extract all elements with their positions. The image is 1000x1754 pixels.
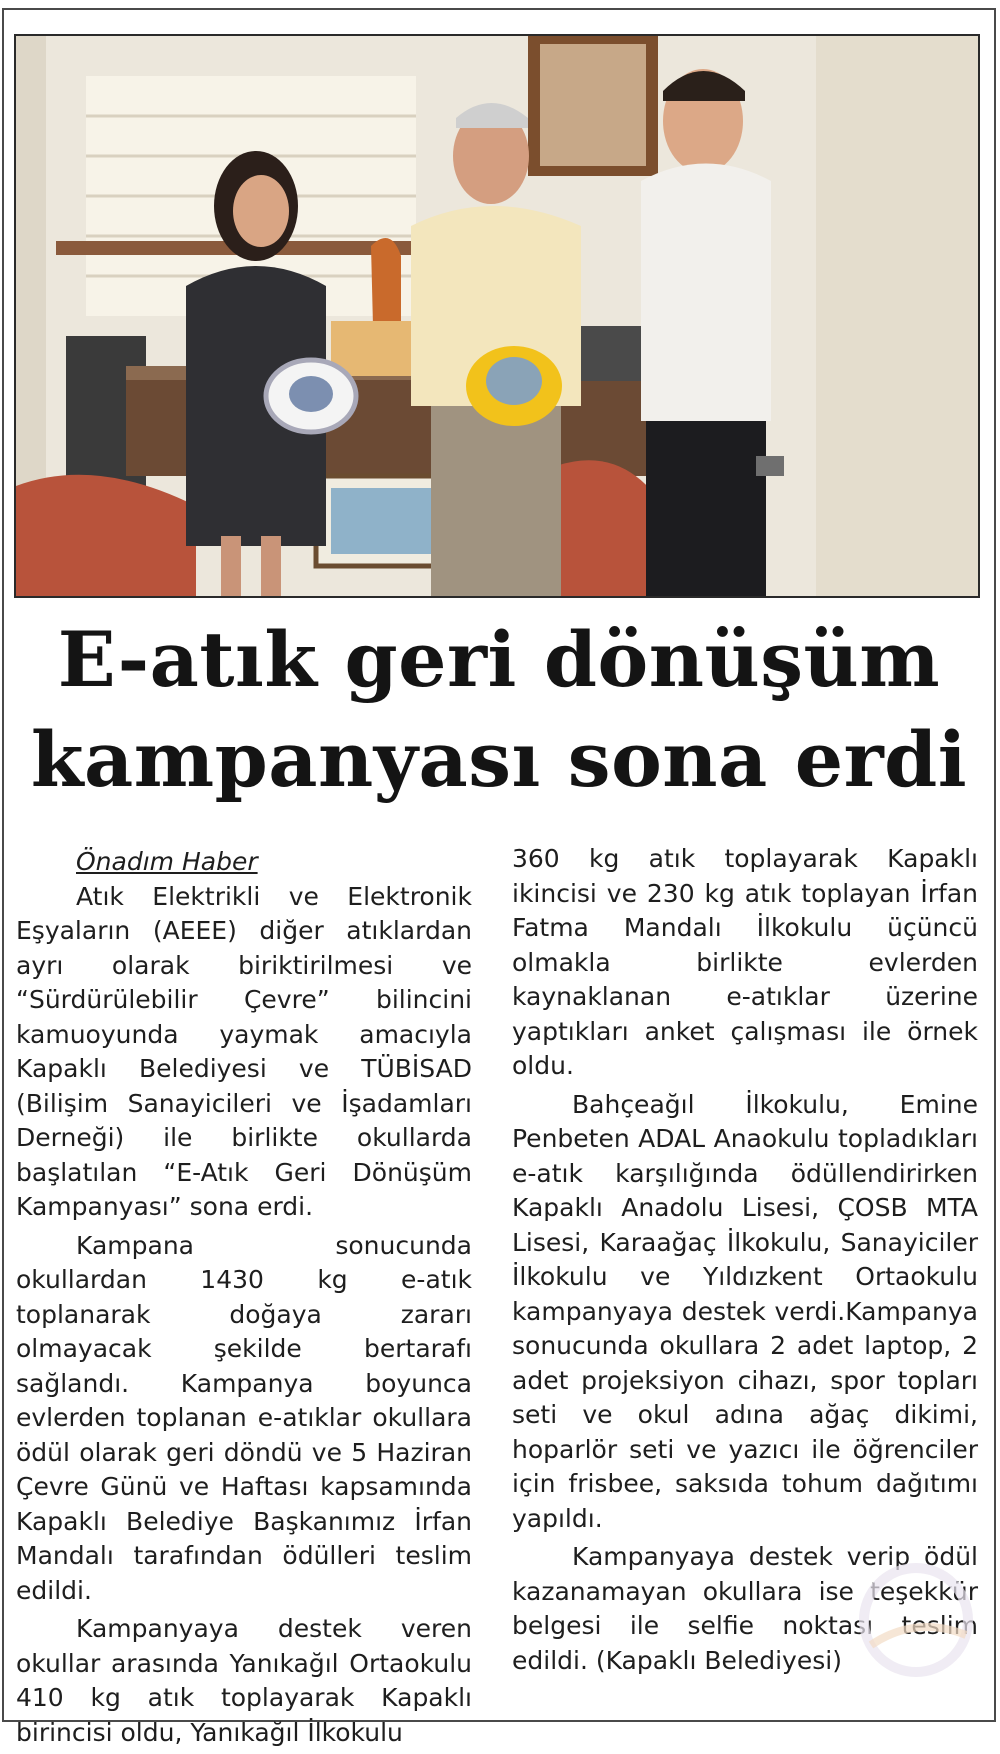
paragraph: 360 kg atık toplayarak Kapaklı ikincisi ve 230 kg atık toplayan İrfan Fatma Mandalı İlkokulu üçüncü olmakla birlikte evlerden kaynaklanan e-atıklar üzerine yaptıkları anket çalışması ile örnek oldu. [512,844,978,1080]
paragraph: Kampanyaya destek veren okullar arasında Yanıkağıl Ortaokulu 410 kg atık toplayarak Kapaklı birincisi oldu, Yanıkağıl İlkokulu [16,1614,472,1747]
photo-illustration [16,36,978,596]
article-headline [4,610,994,810]
paragraph: Kampanyaya destek verip ödül kazanamayan okullara ise teşekkür belgesi ile selfie noktası teslim edildi. (Kapaklı Belediyesi) [512,1542,978,1675]
newspaper-clipping [2,8,996,1747]
article-column-left [16,845,472,1754]
headline-line-2: kampanyası sona erdi [30,715,968,804]
headline-line-1: E-atık geri dönüşüm [57,615,941,704]
paragraph: Atık Elektrikli ve Elektronik Eşyaların (AEEE) diğer atıklardan ayrı olarak biriktirilmesi ve “Sürdürülebilir Çevre” bilincini kamuoyunda yaymak amacıyla Kapaklı Belediyesi ve TÜBİSAD (Bilişim Sanayicileri ve İşadamları Derneği) ile birlikte okullarda başlatılan “E-Atık Geri Dönüşüm Kampanyası” sona erdi. [16,881,472,1221]
paragraph: Bahçeağıl İlkokulu, Emine Penbeten ADAL Anaokulu topladıkları e-atık karşılığında ödüllendirirken Kapaklı Anadolu Lisesi, ÇOSB MTA Lisesi, Karaağaç İlkokulu, Sanayiciler İlkokulu ve Yıldızkent Ortaokulu kampanyaya destek verdi.Kampanya sonucunda okullara 2 adet laptop, 2 adet projeksiyon cihazı, spor topları seti ve okul adına ağaç dikimi, hoparlör seti ve yazıcı ile öğrenciler için frisbee, saksıda tohum dağıtımı yapıldı. [512,1089,978,1533]
byline: Önadım Haber [76,847,258,876]
article-photo [14,34,980,598]
watermark-logo-icon [846,1550,986,1690]
paragraph: Kampana sonucunda okullardan 1430 kg e-atık toplanarak doğaya zararı olmayacak şekilde bertarafı sağlandı. Kampanya boyunca evlerden toplanan e-atıklar okullara ödül olarak geri döndü ve 5 Haziran Çevre Günü ve Haftası kapsamında Kapaklı Belediye Başkanımız İrfan Mandalı tarafından ödülleri teslim edildi. [16,1230,472,1605]
